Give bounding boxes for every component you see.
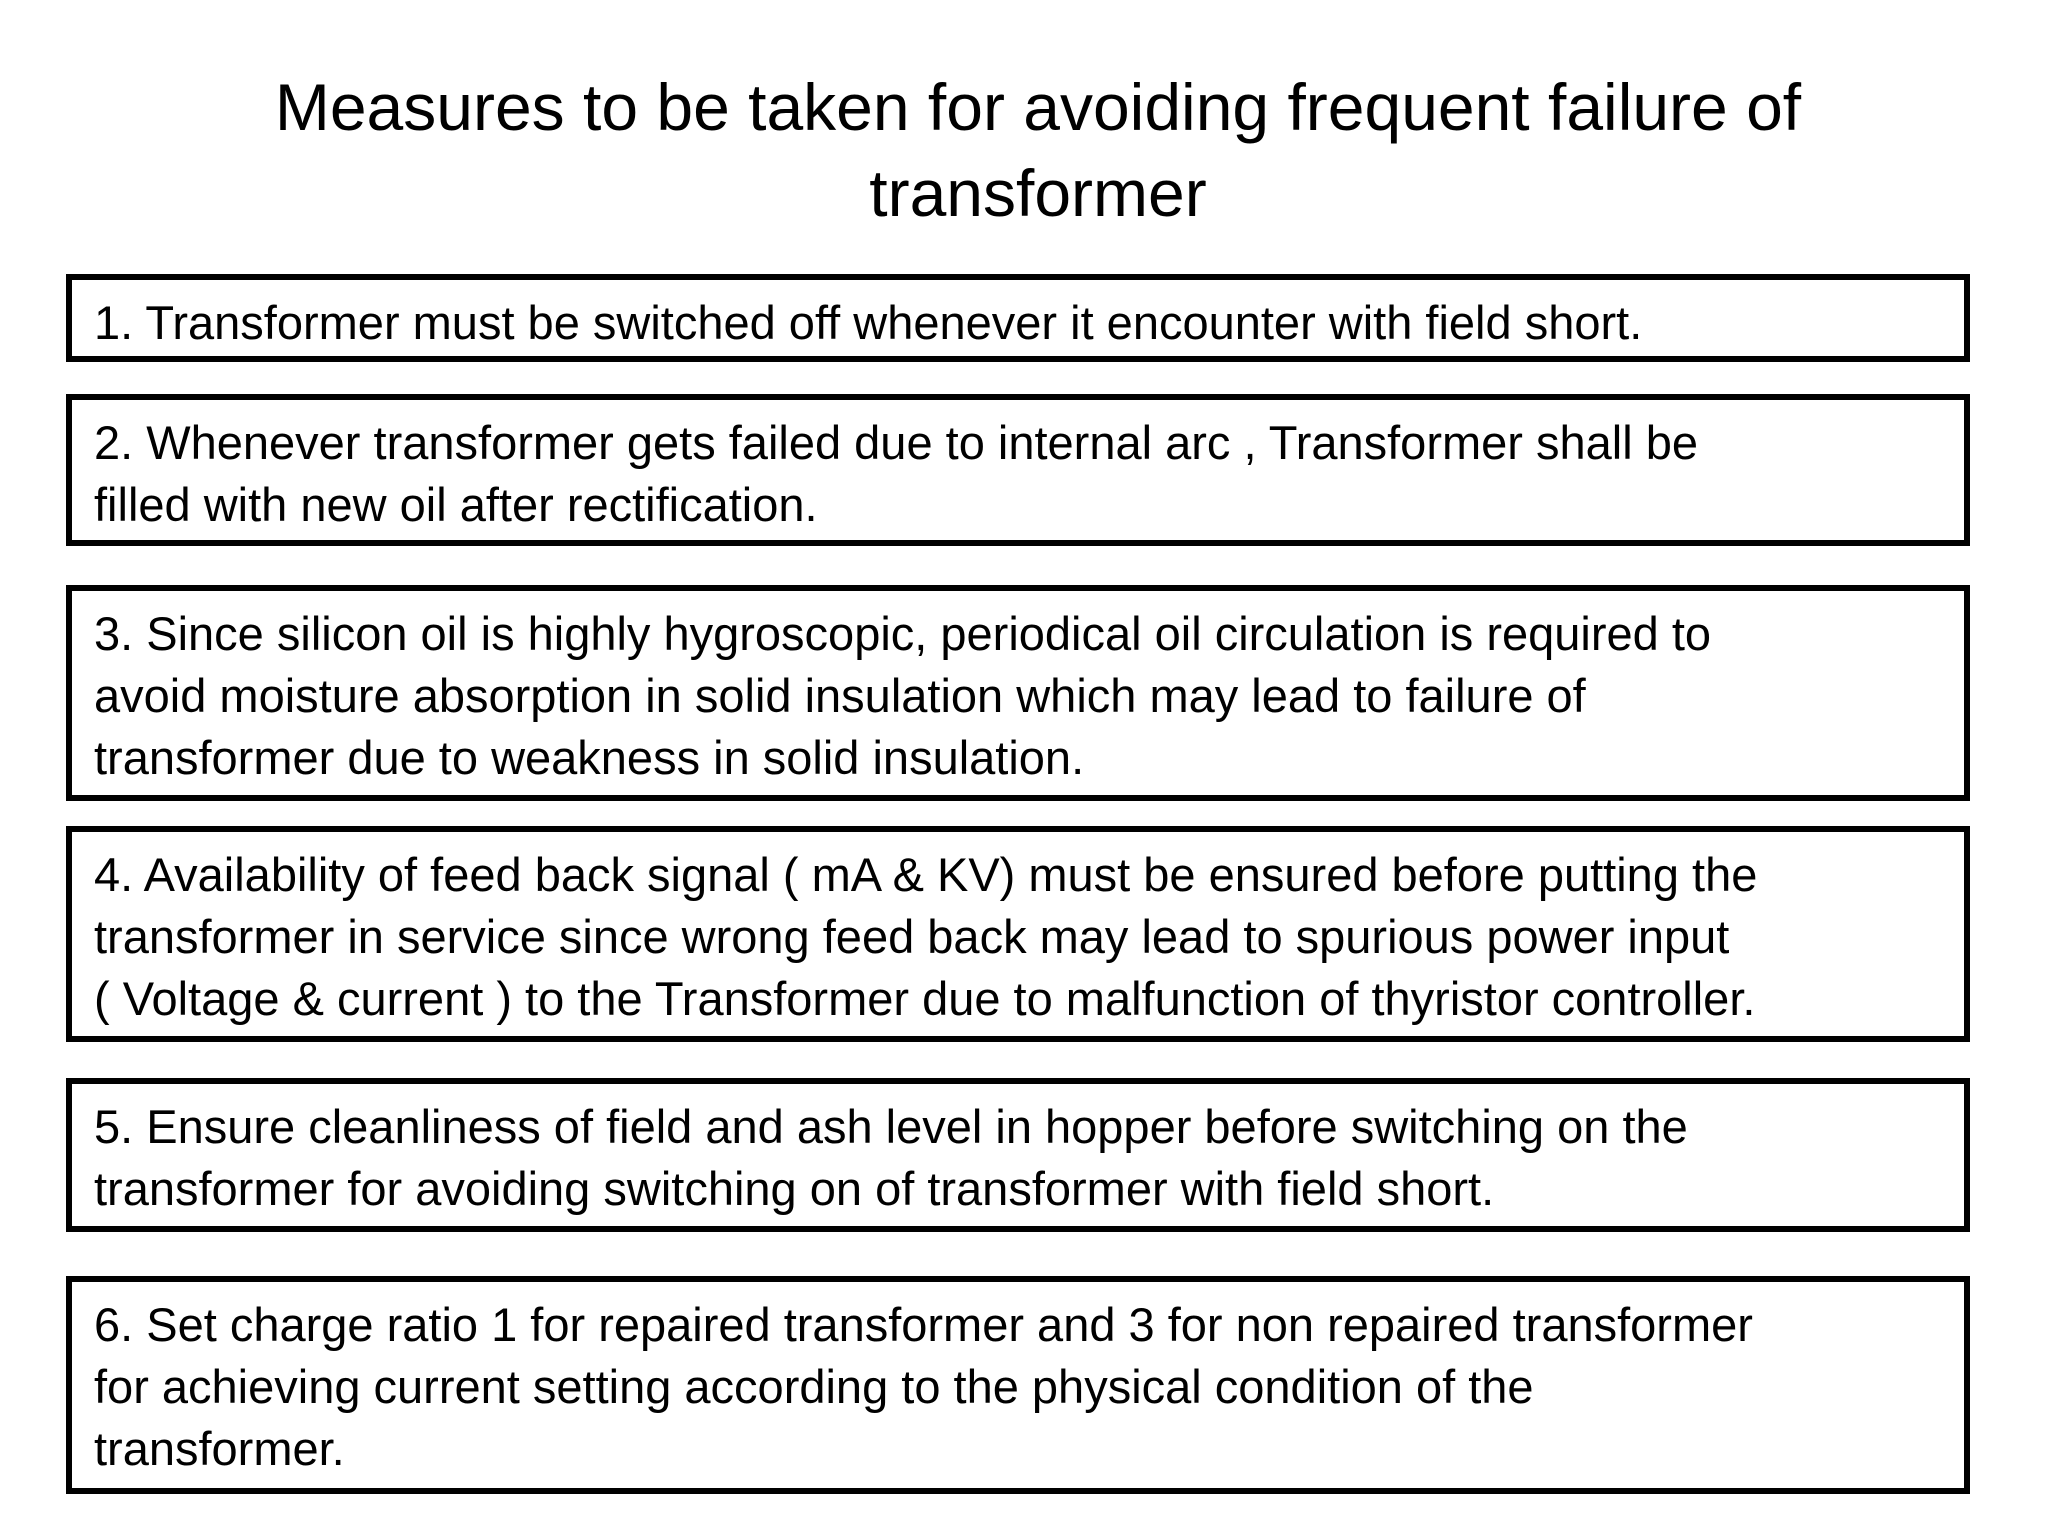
measure-2-line-2: filled with new oil after rectification.: [94, 478, 818, 531]
slide-title: [100, 64, 1976, 236]
measure-box-4: [66, 826, 1970, 1042]
measure-6-line-1: 6. Set charge ratio 1 for repaired transformer and 3 for non repaired transformer: [94, 1298, 1753, 1351]
measure-3-text: [94, 603, 1964, 789]
measure-3-line-3: transformer due to weakness in solid insulation.: [94, 731, 1085, 784]
measure-box-1: [66, 274, 1970, 362]
slide-title-line-1: Measures to be taken for avoiding frequent failure of: [274, 70, 1802, 144]
measure-box-6: [66, 1276, 1970, 1494]
measure-5-line-1: 5. Ensure cleanliness of field and ash level in hopper before switching on the: [94, 1100, 1688, 1153]
measure-6-line-3: transformer.: [94, 1422, 345, 1475]
measure-6-text: [94, 1294, 1964, 1480]
measure-4-text: [94, 844, 1964, 1030]
measure-4-line-2: transformer in service since wrong feed back may lead to spurious power input: [94, 910, 1730, 963]
measure-2-text: [94, 412, 1964, 536]
measure-1-text: [94, 292, 1964, 354]
measure-6-line-2: for achieving current setting according to the physical condition of the: [94, 1360, 1534, 1413]
measure-5-text: [94, 1096, 1964, 1220]
measure-box-5: [66, 1078, 1970, 1232]
measure-box-3: [66, 585, 1970, 801]
measure-3-line-1: 3. Since silicon oil is highly hygroscopic, periodical oil circulation is required to: [94, 607, 1712, 660]
measure-2-line-1: 2. Whenever transformer gets failed due to internal arc , Transformer shall be: [94, 416, 1698, 469]
measure-5-line-2: transformer for avoiding switching on of transformer with field short.: [94, 1162, 1495, 1215]
slide-title-line-2: transformer: [869, 156, 1207, 230]
measure-1-line-1: 1. Transformer must be switched off whenever it encounter with field short.: [94, 296, 1643, 349]
measure-4-line-3: ( Voltage & current ) to the Transformer due to malfunction of thyristor controller.: [94, 972, 1756, 1025]
measure-3-line-2: avoid moisture absorption in solid insulation which may lead to failure of: [94, 669, 1586, 722]
measure-4-line-1: 4. Availability of feed back signal ( mA & KV) must be ensured before putting the: [94, 848, 1758, 901]
measure-box-2: [66, 394, 1970, 546]
